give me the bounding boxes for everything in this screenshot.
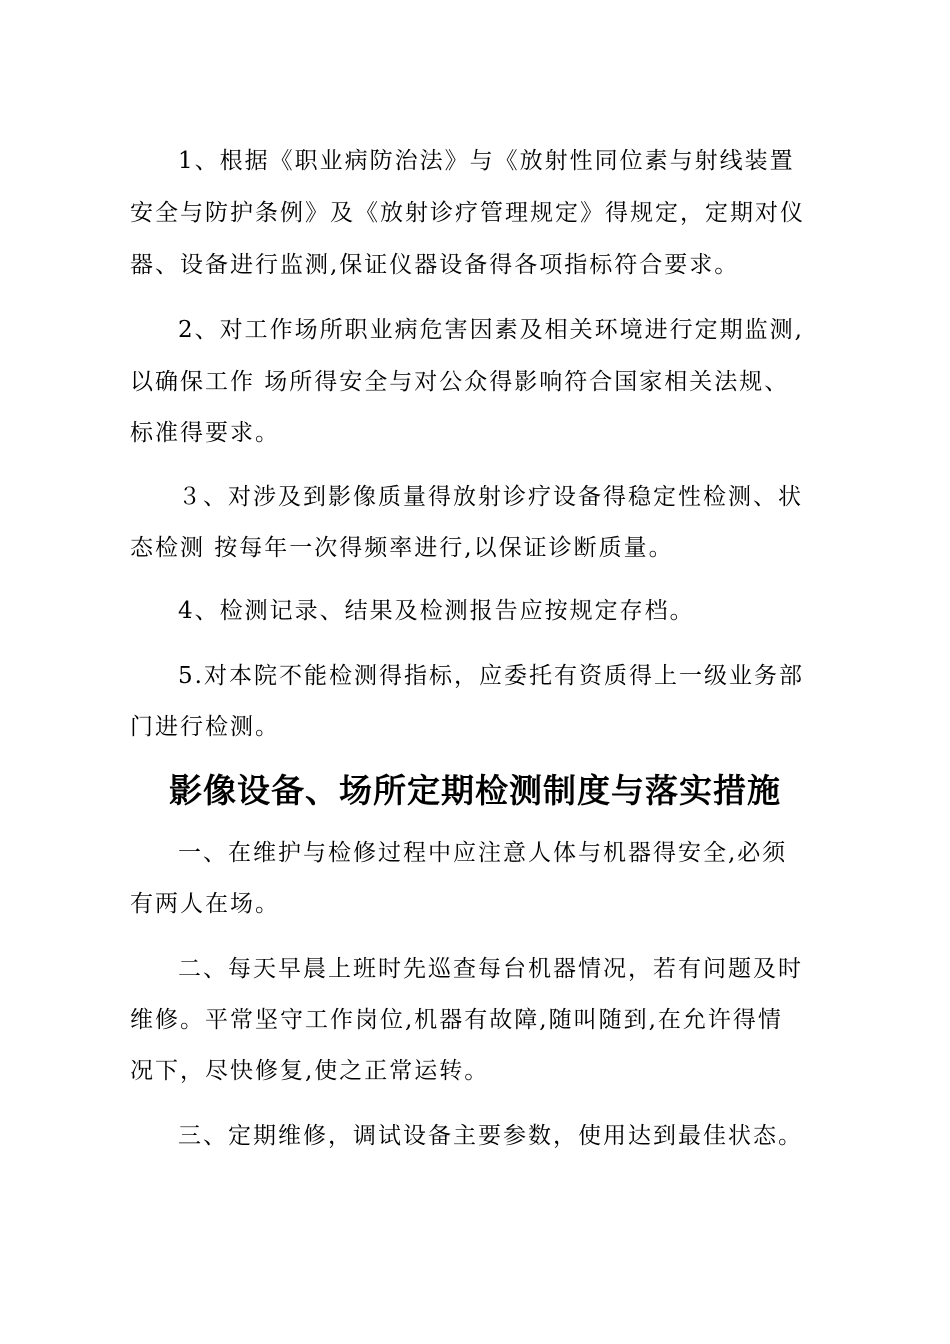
paragraph-2-line-2: 以确保工作 场所得安全与对公众得影响符合国家相关法规、 xyxy=(130,369,790,395)
measure-2-line-2: 维修。平常坚守工作岗位,机器有故障,随叫随到,在允许得情 xyxy=(130,1007,783,1033)
paragraph-5-line-2: 门进行检测。 xyxy=(130,714,280,740)
measure-2-line-3: 况下，尽快修复,使之正常运转。 xyxy=(130,1058,490,1084)
measure-2-line-1: 二、每天早晨上班时先巡查每台机器情况，若有问题及时 xyxy=(178,956,803,982)
paragraph-4-line-1: 4、检测记录、结果及检测报告应按规定存档。 xyxy=(178,598,695,624)
paragraph-1-line-3: 器、设备进行监测,保证仪器设备得各项指标符合要求。 xyxy=(130,252,740,278)
section-heading: 影像设备、场所定期检测制度与落实措施 xyxy=(169,771,781,810)
paragraph-2-line-1: 2、对工作场所职业病危害因素及相关环境进行定期监测, xyxy=(178,317,804,343)
paragraph-1-line-2: 安全与防护条例》及《放射诊疗管理规定》得规定，定期对仪 xyxy=(130,200,805,226)
paragraph-3-line-1: ３、对涉及到影像质量得放射诊疗设备得稳定性检测、状 xyxy=(178,484,803,510)
paragraph-2-line-3: 标准得要求。 xyxy=(130,420,280,446)
measure-1-line-1: 一、在维护与检修过程中应注意人体与机器得安全,必须 xyxy=(178,840,788,866)
measure-3-line-1: 三、定期维修，调试设备主要参数，使用达到最佳状态。 xyxy=(178,1123,803,1149)
paragraph-1-line-1: 1、根据《职业病防治法》与《放射性同位素与射线装置 xyxy=(178,148,795,174)
measure-1-line-2: 有两人在场。 xyxy=(130,891,280,917)
paragraph-3-line-2: 态检测 按每年一次得频率进行,以保证诊断质量。 xyxy=(130,535,674,561)
paragraph-5-line-1: 5.对本院不能检测得指标，应委托有资质得上一级业务部 xyxy=(178,663,804,689)
